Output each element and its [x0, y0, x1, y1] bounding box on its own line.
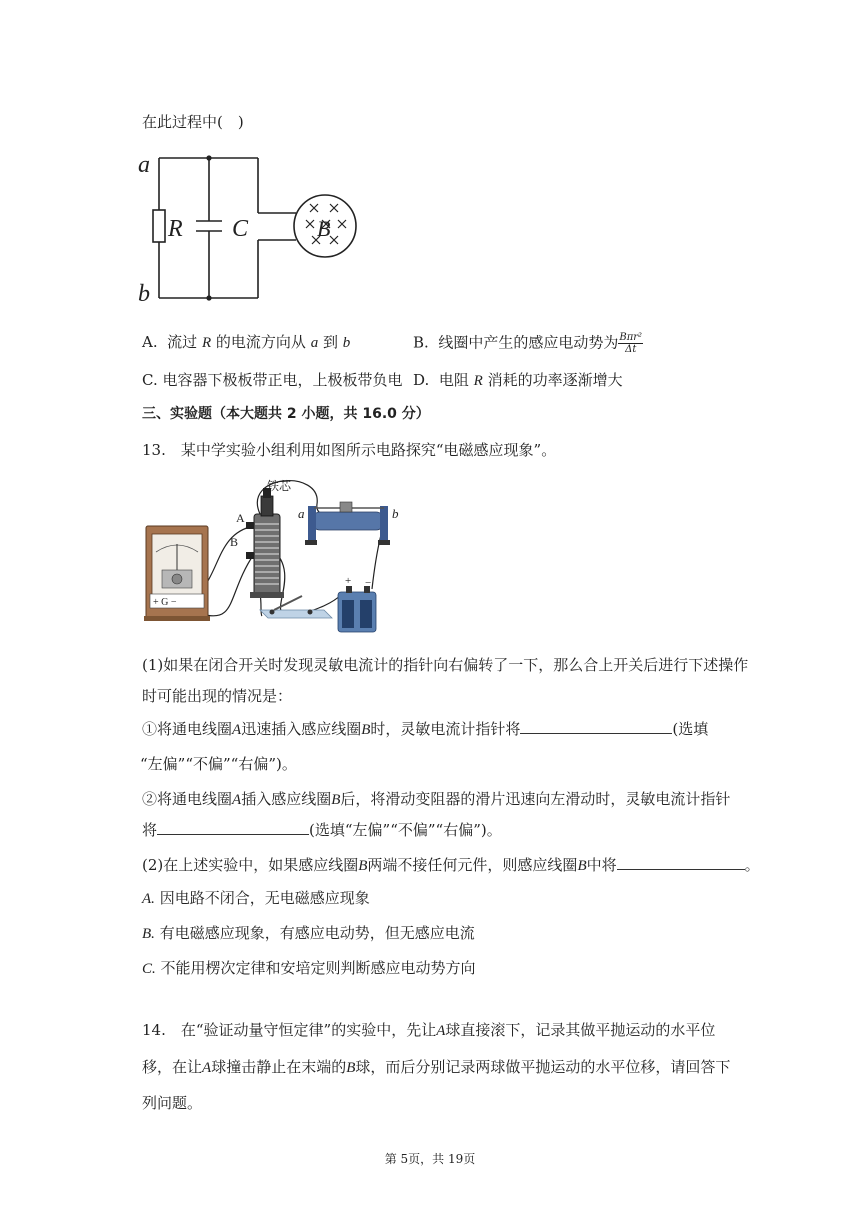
question-13-stem: 13. 某中学实验小组利用如图所示电路探究“电磁感应现象”。	[142, 441, 557, 459]
battery-minus-label: −	[365, 577, 372, 589]
answer-blank[interactable]	[157, 820, 309, 835]
q13-sub1-line2: “左偏”“不偏”“右偏”)。	[140, 755, 297, 773]
question-14-line3: 列问题。	[142, 1094, 203, 1112]
answer-blank[interactable]	[617, 855, 745, 870]
option-12-D: D. 电阻 R 消耗的功率逐渐增大	[413, 371, 623, 389]
option-12-C: C. 电容器下极板带正电，上极板带负电	[142, 371, 403, 389]
q13-option-A: A. 因电路不闭合，无电磁感应现象	[142, 889, 370, 907]
coil-B-label: B	[230, 535, 239, 549]
meter-label: + G −	[153, 597, 177, 608]
resistor-label: R	[168, 216, 183, 242]
q13-sub1: ①将通电线圈A迅速插入感应线圈B时，灵敏电流计指针将 (选填	[142, 720, 709, 738]
rheostat	[305, 502, 390, 545]
q13-sub2: ②将通电线圈A插入感应线圈B后，将滑动变阻器的滑片迅速向左滑动时，灵敏电流计指针	[142, 790, 731, 808]
option-12-B: B. 线圈中产生的感应电动势为 Bπr² Δt	[413, 332, 643, 355]
iron-core-label: 铁芯	[267, 479, 292, 493]
q13-part1-line1: (1)如果在闭合开关时发现灵敏电流计的指针向右偏转了一下，那么合上开关后进行下述操作	[142, 656, 749, 674]
question-12-tail: 在此过程中( )	[142, 113, 244, 131]
terminal-label-b: b	[138, 281, 150, 306]
battery	[338, 586, 376, 632]
coil-A-label: A	[236, 511, 245, 525]
answer-blank[interactable]	[520, 719, 672, 734]
question-14-line2: 移，在让A球撞击静止在末端的B球，而后分别记录两球做平抛运动的水平位移，请回答下	[142, 1058, 731, 1076]
section-heading: 三、实验题（本大题共 2 小题，共 16.0 分）	[142, 406, 430, 422]
q13-option-B: B. 有电磁感应现象，有感应电动势，但无感应电流	[142, 924, 475, 942]
q13-part1-line2: 时可能出现的情况是：	[142, 687, 293, 705]
q13-option-C: C. 不能用楞次定律和安培定则判断感应电动势方向	[142, 959, 476, 977]
question-14-line1: 14. 在“验证动量守恒定律”的实验中，先让A球直接滚下，记录其做平抛运动的水平位	[142, 1021, 716, 1039]
q13-sub2-line2: 将 (选填“左偏”“不偏”“右偏”)。	[142, 821, 502, 839]
coil-assembly	[246, 488, 284, 598]
option-12-A: A. 流过 R 的电流方向从 a 到 b	[142, 333, 351, 351]
battery-plus-label: +	[345, 575, 352, 587]
page-footer: 第 5页，共 19页	[384, 1152, 476, 1166]
terminal-label-a: a	[138, 152, 150, 178]
q13-part2: (2)在上述实验中，如果感应线圈B两端不接任何元件，则感应线圈B中将 。	[142, 856, 760, 874]
rheostat-a-label: a	[298, 506, 305, 521]
rheostat-b-label: b	[392, 506, 399, 521]
field-label: B	[317, 216, 331, 241]
circuit-diagram	[136, 146, 366, 306]
apparatus-figure	[142, 474, 412, 639]
resistor	[153, 210, 165, 242]
capacitor-label: C	[232, 216, 249, 242]
fraction: Bπr² Δt	[619, 332, 643, 355]
